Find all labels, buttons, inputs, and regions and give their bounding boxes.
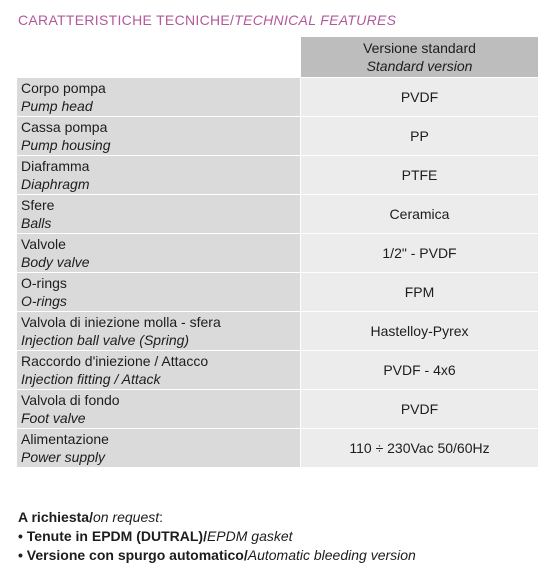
title-english: TECHNICAL FEATURES	[234, 12, 397, 28]
row-label	[17, 156, 301, 195]
row-label	[17, 390, 301, 429]
table-row	[17, 390, 539, 429]
table-row	[17, 156, 539, 195]
row-value: 1/2" - PVDF	[301, 234, 539, 273]
label-english: Injection fitting / Attack	[21, 371, 161, 387]
label-italian: Cassa pompa	[21, 119, 108, 135]
note-item	[18, 527, 416, 546]
note-item-italian: • Tenute in EPDM (DUTRAL)/	[18, 528, 207, 544]
row-label	[17, 312, 301, 351]
row-value: Ceramica	[301, 195, 539, 234]
label-english: Power supply	[21, 449, 106, 465]
table-row	[17, 117, 539, 156]
row-label	[17, 117, 301, 156]
label-italian: Diaframma	[21, 158, 90, 174]
note-item	[18, 546, 416, 565]
page-title	[18, 12, 396, 28]
label-english: Pump head	[21, 98, 93, 114]
note-item-english: Automatic bleeding version	[247, 547, 416, 563]
table-row	[17, 429, 539, 468]
table-row	[17, 195, 539, 234]
label-italian: Valvola di fondo	[21, 392, 120, 408]
label-english: Balls	[21, 215, 52, 231]
row-value: PTFE	[301, 156, 539, 195]
row-value: 110 ÷ 230Vac 50/60Hz	[301, 429, 539, 468]
label-italian: Valvole	[21, 236, 66, 252]
label-english: Pump housing	[21, 137, 111, 153]
row-label	[17, 351, 301, 390]
header-label-english: Standard version	[366, 58, 473, 74]
table-row	[17, 273, 539, 312]
table-row	[17, 351, 539, 390]
table-row	[17, 312, 539, 351]
label-english: O-rings	[21, 293, 67, 309]
note-item-english: EPDM gasket	[206, 528, 293, 544]
label-english: Body valve	[21, 254, 90, 270]
row-value: PP	[301, 117, 539, 156]
technical-features-table	[16, 36, 539, 468]
label-english: Injection ball valve (Spring)	[21, 332, 190, 348]
label-english: Foot valve	[21, 410, 86, 426]
label-italian: Valvola di iniezione molla - sfera	[21, 314, 221, 330]
label-italian: Alimentazione	[21, 431, 109, 447]
title-italian: CARATTERISTICHE TECNICHE/	[18, 12, 235, 28]
header-label-italian: Versione standard	[363, 40, 476, 56]
row-value: PVDF	[301, 78, 539, 117]
label-italian: Raccordo d'iniezione / Attacco	[21, 353, 209, 369]
row-value: FPM	[301, 273, 539, 312]
label-italian: Corpo pompa	[21, 80, 106, 96]
row-label	[17, 429, 301, 468]
standard-version-header	[301, 37, 539, 78]
label-italian: O-rings	[21, 275, 67, 291]
label-english: Diaphragm	[21, 176, 90, 192]
row-value: PVDF - 4x6	[301, 351, 539, 390]
header-blank-cell	[17, 37, 301, 78]
row-value: PVDF	[301, 390, 539, 429]
row-label	[17, 195, 301, 234]
row-label	[17, 273, 301, 312]
row-label	[17, 78, 301, 117]
table-row	[17, 234, 539, 273]
table-row	[17, 78, 539, 117]
row-label	[17, 234, 301, 273]
on-request-heading: A richiesta/on request:	[18, 509, 164, 525]
table-header-row	[17, 37, 539, 78]
label-italian: Sfere	[21, 197, 55, 213]
row-value: Hastelloy-Pyrex	[301, 312, 539, 351]
note-item-italian: • Versione con spurgo automatico/	[18, 547, 248, 563]
on-request-notes	[18, 508, 416, 565]
